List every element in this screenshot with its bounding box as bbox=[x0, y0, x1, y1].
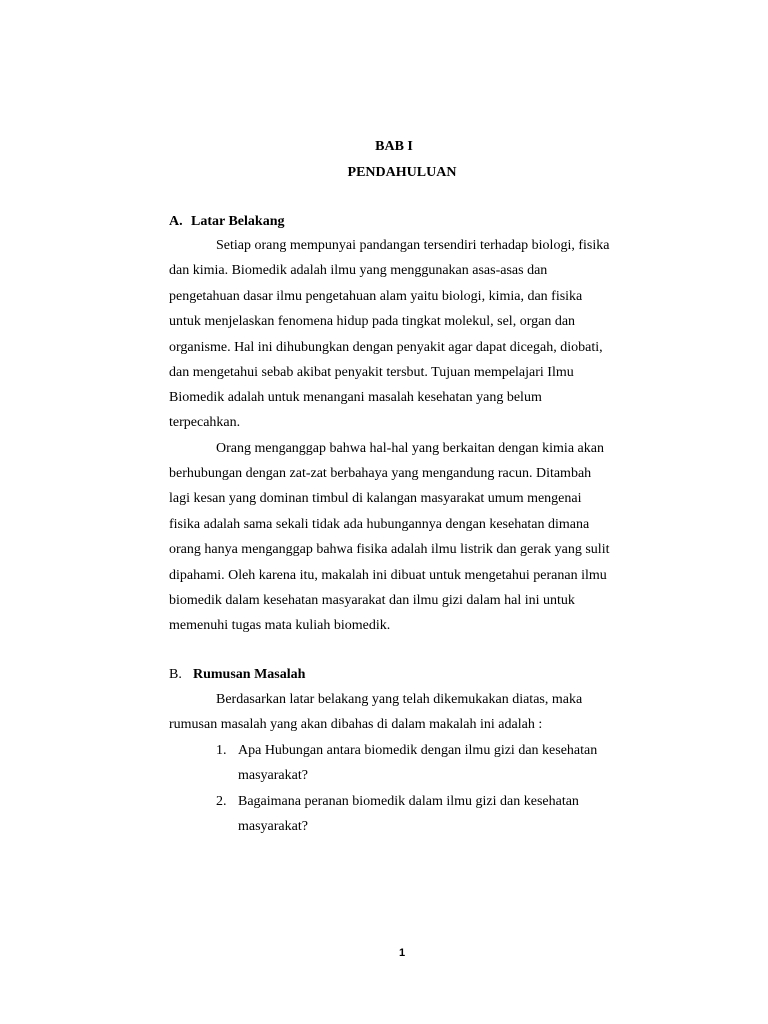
paragraph-line: Orang menganggap bahwa hal-hal yang berkaitan dengan kimia akan bbox=[216, 441, 604, 456]
paragraph-line: dipahami. Oleh karena itu, makalah ini dibuat untuk mengetahui peranan ilmu bbox=[169, 568, 607, 583]
list-item-line: masyarakat? bbox=[238, 819, 308, 834]
chapter-number: BAB I bbox=[375, 139, 413, 154]
paragraph-line: pengetahuan dasar ilmu pengetahuan alam yaitu biologi, kimia, dan fisika bbox=[169, 289, 583, 304]
paragraph-line: memenuhi tugas mata kuliah biomedik. bbox=[169, 618, 391, 633]
paragraph-line: untuk menjelaskan fenomena hidup pada tingkat molekul, sel, organ dan bbox=[169, 314, 576, 329]
paragraph-line: fisika adalah sama sekali tidak ada hubungannya dengan kesehatan dimana bbox=[169, 517, 590, 532]
paragraph-line: Berdasarkan latar belakang yang telah dikemukakan diatas, maka bbox=[216, 692, 583, 707]
paragraph-line: biomedik dalam kesehatan masyarakat dan ilmu gizi dalam hal ini untuk bbox=[169, 593, 575, 608]
paragraph-line: organisme. Hal ini dihubungkan dengan penyakit agar dapat dicegah, diobati, bbox=[169, 340, 603, 355]
paragraph-line: terpecahkan. bbox=[169, 415, 241, 430]
paragraph-line: Biomedik adalah untuk menangani masalah kesehatan yang belum bbox=[169, 390, 542, 405]
section-a-heading bbox=[169, 213, 284, 231]
list-item-line: masyarakat? bbox=[238, 768, 308, 783]
list-item-line: Apa Hubungan antara biomedik dengan ilmu gizi dan kesehatan bbox=[238, 743, 598, 758]
chapter-title: PENDAHULUAN bbox=[347, 165, 457, 180]
list-item-number: 2. bbox=[216, 794, 227, 809]
paragraph-line: dan mengetahui sebab akibat penyakit tersbut. Tujuan mempelajari Ilmu bbox=[169, 365, 574, 380]
paragraph-line: orang hanya menganggap bahwa fisika adalah ilmu listrik dan gerak yang sulit bbox=[169, 542, 610, 557]
section-a-label: A. bbox=[169, 214, 183, 229]
paragraph-line: Setiap orang mempunyai pandangan tersendiri terhadap biologi, fisika bbox=[216, 238, 610, 253]
section-b-heading bbox=[169, 666, 305, 684]
section-a-title: Latar Belakang bbox=[191, 214, 285, 229]
section-b-label: B. bbox=[169, 667, 182, 682]
section-b-title: Rumusan Masalah bbox=[193, 667, 306, 682]
page-number: 1 bbox=[398, 947, 406, 959]
list-item-number: 1. bbox=[216, 743, 227, 758]
list-item-line: Bagaimana peranan biomedik dalam ilmu gizi dan kesehatan bbox=[238, 794, 579, 809]
paragraph-line: dan kimia. Biomedik adalah ilmu yang menggunakan asas-asas dan bbox=[169, 263, 548, 278]
paragraph-line: lagi kesan yang dominan timbul di kalangan masyarakat umum mengenai bbox=[169, 491, 582, 506]
paragraph-line: berhubungan dengan zat-zat berbahaya yang mengandung racun. Ditambah bbox=[169, 466, 592, 481]
paragraph-line: rumusan masalah yang akan dibahas di dalam makalah ini adalah : bbox=[169, 717, 543, 732]
